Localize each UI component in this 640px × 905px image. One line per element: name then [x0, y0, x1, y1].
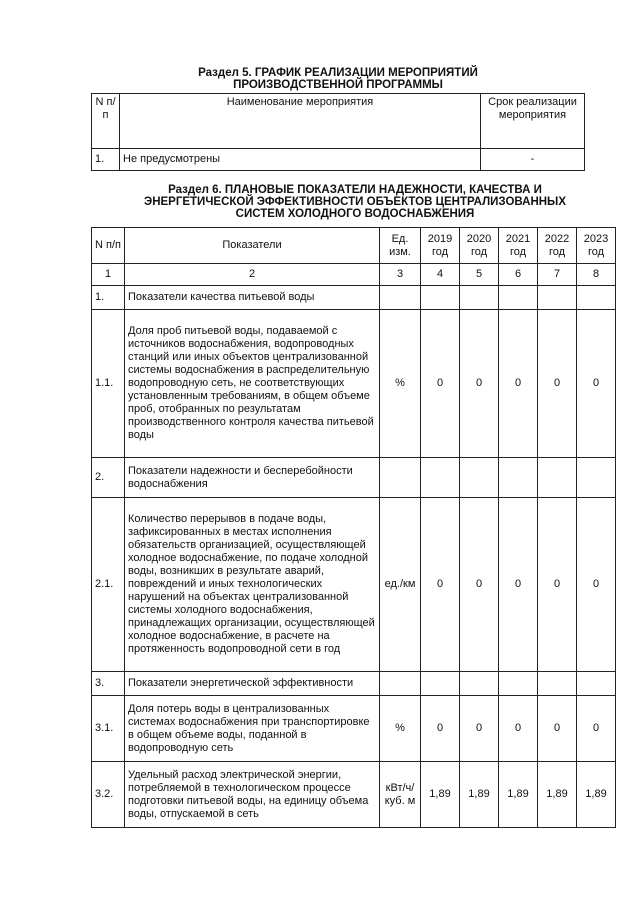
row-num: 3.2.: [92, 762, 125, 828]
header-num: N п/п: [92, 228, 125, 264]
row-year-value: 0: [421, 498, 460, 672]
table-row: [92, 149, 585, 171]
row-indicator: Количество перерывов в подаче воды, зафиксированных в местах исполнения обязательств организацией, осуществляющей холодное водоснабжение, по подаче холодной воды, возникших в результате аварий, повреждений и иных технологических нарушений на объектах централизованной системы холодного водоснабжения, принадлежащих организации, осуществляющей холодное водоснабжение, в расчете на протяженность водопроводной сети в год: [125, 498, 380, 672]
row-num: 3.: [92, 672, 125, 696]
row-year-value: [499, 672, 538, 696]
row-year-value: [577, 672, 616, 696]
header-year-2021: 2021 год: [499, 228, 538, 264]
table-row: [92, 310, 616, 458]
row-year-value: 0: [577, 310, 616, 458]
row-num: 2.1.: [92, 498, 125, 672]
row-year-value: 0: [499, 310, 538, 458]
row-indicator: Доля проб питьевой воды, подаваемой с источников водоснабжения, водопроводных станций или иных объектов централизованной системы водоснабжения в распределительную водопроводную сеть, не соответствующих установленным требованиям, в общем объеме проб, отобранных по результатам производственного контроля качества питьевой воды: [125, 310, 380, 458]
header-indicator: Показатели: [125, 228, 380, 264]
table-row: [92, 696, 616, 762]
col-number: 1: [92, 264, 125, 286]
row-year-value: [538, 672, 577, 696]
section5-table: [91, 93, 585, 171]
table-row: [92, 458, 616, 498]
row-year-value: [499, 458, 538, 498]
column-number-row: [92, 264, 616, 286]
row-unit: кВт/ч/куб. м: [380, 762, 421, 828]
header-year-2022: 2022 год: [538, 228, 577, 264]
row-year-value: [538, 286, 577, 310]
row-year-value: [460, 286, 499, 310]
row-name: Не предусмотрены: [120, 149, 481, 171]
row-year-value: 1,89: [421, 762, 460, 828]
section5-title-line2: ПРОИЗВОДСТВЕННОЙ ПРОГРАММЫ: [233, 79, 443, 91]
section6-title-line3: СИСТЕМ ХОЛОДНОГО ВОДОСНАБЖЕНИЯ: [235, 208, 475, 220]
row-num: 1.: [92, 286, 125, 310]
row-year-value: [421, 458, 460, 498]
table-row: [92, 286, 616, 310]
row-year-value: 0: [460, 498, 499, 672]
row-year-value: 0: [577, 696, 616, 762]
col-number: 2: [125, 264, 380, 286]
row-unit: [380, 458, 421, 498]
header-year-2020: 2020 год: [460, 228, 499, 264]
section6-title-line1: Раздел 6. ПЛАНОВЫЕ ПОКАЗАТЕЛИ НАДЕЖНОСТИ, КАЧЕСТВА И: [168, 184, 542, 196]
row-num: 2.: [92, 458, 125, 498]
row-num: 1.1.: [92, 310, 125, 458]
table-row: [92, 762, 616, 828]
row-unit: %: [380, 696, 421, 762]
row-year-value: 0: [460, 310, 499, 458]
row-year-value: [460, 672, 499, 696]
row-indicator: Доля потерь воды в централизованных системах водоснабжения при транспортировке в общем объеме воды, поданной в водопроводную сеть: [125, 696, 380, 762]
col-number: 5: [460, 264, 499, 286]
table-row: [92, 498, 616, 672]
section5-title-line1: Раздел 5. ГРАФИК РЕАЛИЗАЦИИ МЕРОПРИЯТИЙ: [198, 67, 478, 79]
row-unit: %: [380, 310, 421, 458]
row-year-value: 0: [421, 696, 460, 762]
row-year-value: [538, 458, 577, 498]
row-year-value: 1,89: [577, 762, 616, 828]
row-year-value: 1,89: [499, 762, 538, 828]
row-year-value: 1,89: [460, 762, 499, 828]
section6-title-line2: ЭНЕРГЕТИЧЕСКОЙ ЭФФЕКТИВНОСТИ ОБЪЕКТОВ ЦЕНТРАЛИЗОВАННЫХ: [144, 196, 566, 208]
row-num: 3.1.: [92, 696, 125, 762]
row-indicator: Показатели качества питьевой воды: [125, 286, 380, 310]
table-header-row: [92, 228, 616, 264]
row-year-value: [421, 672, 460, 696]
section6-table: [91, 227, 616, 828]
row-year-value: 0: [499, 498, 538, 672]
col-number: 3: [380, 264, 421, 286]
row-unit: [380, 672, 421, 696]
row-year-value: 0: [499, 696, 538, 762]
row-indicator: Показатели надежности и бесперебойности водоснабжения: [125, 458, 380, 498]
row-num: 1.: [92, 149, 120, 171]
row-year-value: [421, 286, 460, 310]
row-year-value: 0: [460, 696, 499, 762]
col-number: 7: [538, 264, 577, 286]
row-indicator: Показатели энергетической эффективности: [125, 672, 380, 696]
row-indicator: Удельный расход электрической энергии, потребляемой в технологическом процессе подготовки питьевой воды, на единицу объема воды, отпускаемой в сеть: [125, 762, 380, 828]
row-term: -: [481, 149, 585, 171]
row-unit: ед./км: [380, 498, 421, 672]
row-year-value: 0: [538, 310, 577, 458]
table-row: [92, 672, 616, 696]
col-number: 8: [577, 264, 616, 286]
header-year-2019: 2019 год: [421, 228, 460, 264]
row-year-value: 0: [538, 498, 577, 672]
section6-title: [35, 184, 640, 220]
row-year-value: [577, 286, 616, 310]
col-number: 4: [421, 264, 460, 286]
row-year-value: 0: [577, 498, 616, 672]
row-year-value: [499, 286, 538, 310]
table-header-row: [92, 94, 585, 149]
row-unit: [380, 286, 421, 310]
row-year-value: [460, 458, 499, 498]
col-number: 6: [499, 264, 538, 286]
header-term: Срок реализации мероприятия: [481, 94, 585, 149]
row-year-value: [577, 458, 616, 498]
row-year-value: 0: [421, 310, 460, 458]
header-name: Наименование мероприятия: [120, 94, 481, 149]
header-unit: Ед. изм.: [380, 228, 421, 264]
section5-title: [18, 67, 640, 91]
row-year-value: 1,89: [538, 762, 577, 828]
header-num: N п/п: [92, 94, 120, 149]
row-year-value: 0: [538, 696, 577, 762]
header-year-2023: 2023 год: [577, 228, 616, 264]
